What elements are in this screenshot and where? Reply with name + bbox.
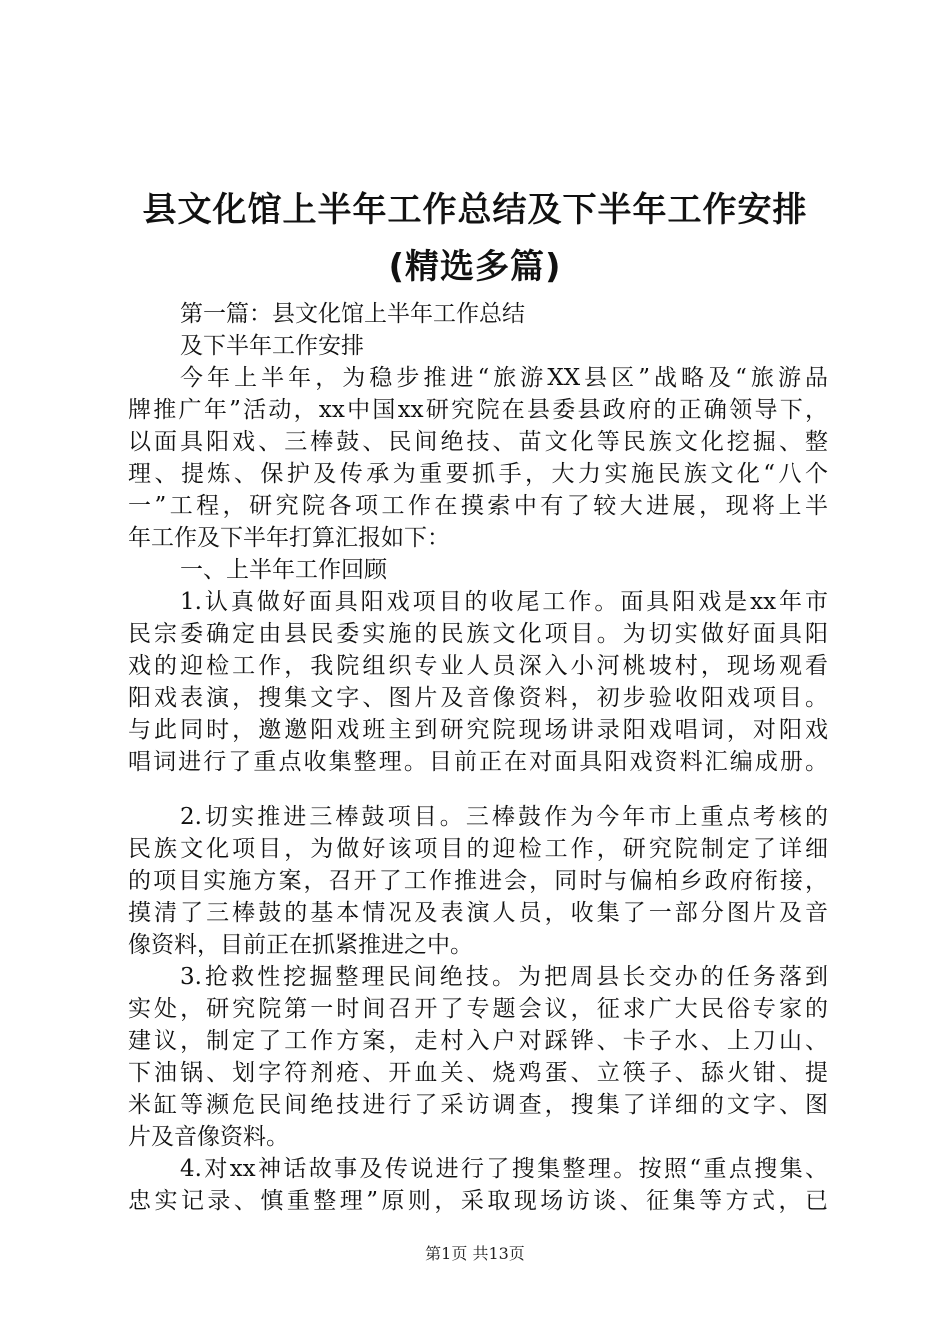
paragraph-line: 4.对xx神话故事及传说进行了搜集整理。按照“重点搜集、 — [180, 1156, 828, 1182]
paragraph-line: 一”工程，研究院各项工作在摸索中有了较大进展，现将上半 — [128, 493, 828, 519]
paragraph-line: 以面具阳戏、三棒鼓、民间绝技、苗文化等民族文化挖掘、整 — [128, 429, 828, 455]
paragraph-line: 下油锅、划字符剂疮、开血关、烧鸡蛋、立筷子、舔火钳、提 — [128, 1060, 828, 1086]
paragraph-spacer — [128, 778, 828, 801]
paragraph-line: 民族文化项目，为做好该项目的迎检工作，研究院制定了详细 — [128, 836, 828, 862]
paragraph-line: 1.认真做好面具阳戏项目的收尾工作。面具阳戏是xx年市 — [180, 589, 828, 615]
document-title-subtitle: (精选多篇) — [388, 247, 562, 287]
subheading: 一、上半年工作回顾 — [180, 557, 387, 583]
paragraph-line: 摸清了三棒鼓的基本情况及表演人员，收集了一部分图片及音 — [128, 900, 828, 926]
paragraph-line: 忠实记录、慎重整理”原则，采取现场访谈、征集等方式，已 — [128, 1188, 828, 1214]
paragraph-line: 实处，研究院第一时间召开了专题会议，征求广大民俗专家的 — [128, 996, 828, 1022]
paragraph-line: 牌推广年”活动，xx中国xx研究院在县委县政府的正确领导下， — [128, 397, 828, 423]
document-body — [128, 298, 828, 1217]
paragraph-line: 戏的迎检工作，我院组织专业人员深入小河桃坡村，现场观看 — [128, 653, 828, 679]
paragraph-line: 阳戏表演，搜集文字、图片及音像资料，初步验收阳戏项目。 — [128, 685, 828, 711]
paragraph-line: 与此同时，邀邀阳戏班主到研究院现场讲录阳戏唱词，对阳戏 — [128, 717, 828, 743]
paragraph-line: 建议，制定了工作方案，走村入户对踩铧、卡子水、上刀山、 — [128, 1028, 828, 1054]
paragraph-line: 米缸等濒危民间绝技进行了采访调查，搜集了详细的文字、图 — [128, 1092, 828, 1118]
paragraph-line: 唱词进行了重点收集整理。目前正在对面具阳戏资料汇编成册。 — [128, 749, 828, 775]
paragraph-line: 的项目实施方案，召开了工作推进会，同时与偏柏乡政府衔接， — [128, 868, 828, 894]
paragraph-line: 民宗委确定由县民委实施的民族文化项目。为切实做好面具阳 — [128, 621, 828, 647]
paragraph-line: 年工作及下半年打算汇报如下： — [128, 525, 450, 551]
paragraph-line: 理、提炼、保护及传承为重要抓手，大力实施民族文化“八个 — [128, 461, 828, 487]
paragraph-line: 像资料，目前正在抓紧推进之中。 — [128, 932, 473, 958]
paragraph-line: 片及音像资料。 — [128, 1124, 289, 1150]
section-heading-continued: 及下半年工作安排 — [180, 333, 364, 359]
paragraph-line: 2.切实推进三棒鼓项目。三棒鼓作为今年市上重点考核的 — [180, 804, 828, 830]
page-number-footer: 第1页 共13页 — [425, 1244, 525, 1263]
document-title: 县文化馆上半年工作总结及下半年工作安排 — [142, 190, 808, 230]
paragraph-line: 今年上半年，为稳步推进“旅游XX县区”战略及“旅游品 — [180, 365, 828, 391]
section-heading: 第一篇：县文化馆上半年工作总结 — [180, 301, 525, 327]
paragraph-line: 3.抢救性挖掘整理民间绝技。为把周县长交办的任务落到 — [180, 964, 828, 990]
